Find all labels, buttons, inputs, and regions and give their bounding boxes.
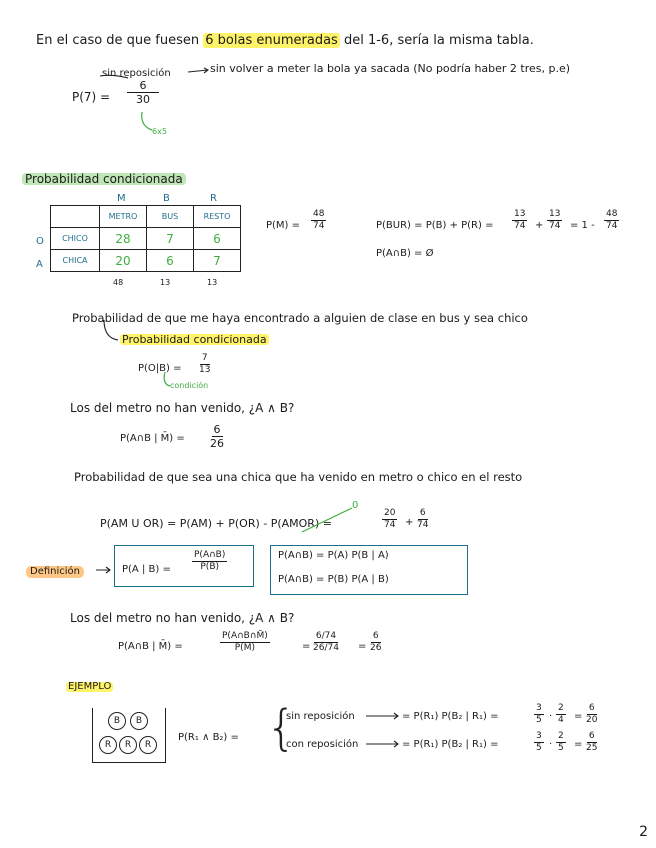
con-reposicion-formula: = P(R₁) P(B₂ | R₁) = bbox=[402, 739, 499, 750]
con-f1-den: 5 bbox=[536, 743, 542, 753]
cell-chico-resto: 6 bbox=[194, 228, 241, 250]
arrow-condicionada bbox=[104, 320, 118, 340]
q4-eq-2: = bbox=[358, 641, 367, 652]
definicion-right-1: P(A∩B) = P(A) P(B | A) bbox=[278, 550, 389, 561]
sin-dot: · bbox=[549, 711, 553, 722]
strike-amor bbox=[302, 508, 352, 532]
q1-condicion: condición bbox=[170, 381, 209, 390]
p7-lhs: P(7) = bbox=[72, 90, 111, 104]
q3-formula: P(AM U OR) = P(AM) + P(OR) - P(AMOR) = bbox=[100, 517, 332, 530]
sin-reposicion-formula: = P(R₁) P(B₂ | R₁) = bbox=[402, 711, 499, 722]
sin-eq: = bbox=[574, 711, 583, 722]
total-resto: 13 bbox=[207, 278, 218, 287]
intro-part2: del 1-6, sería la misma tabla. bbox=[343, 33, 534, 48]
q4-f3-den: 26 bbox=[370, 643, 382, 653]
ball-r: R bbox=[139, 736, 157, 754]
note-sin-reposicion: sin reposición bbox=[102, 68, 171, 79]
q4-eq-1: = bbox=[302, 641, 311, 652]
ejemplo-lhs: P(R₁ ∧ B₂) = bbox=[178, 732, 239, 743]
row-letter-a: A bbox=[36, 259, 43, 270]
pbur-lhs: P(BUR) = P(B) + P(R) = bbox=[376, 220, 494, 231]
con-f1-num: 3 bbox=[536, 731, 542, 741]
q3-f2-num: 6 bbox=[419, 508, 426, 518]
q2-num: 6 bbox=[213, 423, 221, 436]
note-6x5: 6x5 bbox=[152, 127, 167, 136]
con-f2-num: 2 bbox=[558, 731, 564, 741]
con-res-den: 25 bbox=[586, 743, 598, 753]
arrow-condicion bbox=[164, 372, 170, 386]
q1-text: Probabilidad de que me haya encontrado a alguien de clase en bus y sea chico bbox=[72, 311, 528, 325]
arrow-con bbox=[366, 741, 398, 747]
pbur-f1-den: 74 bbox=[514, 221, 526, 231]
con-res-num: 6 bbox=[588, 731, 595, 741]
col-letter-b: B bbox=[163, 193, 170, 204]
arrow-sin-reposicion bbox=[100, 75, 128, 78]
q1-den: 13 bbox=[199, 365, 211, 375]
q4-lhs: P(A∩B | M̄) = bbox=[118, 641, 183, 652]
q2-lhs: P(A∩B | M̄) = bbox=[120, 433, 185, 444]
note-sin-volver: sin volver a meter la bola ya sacada (No podría haber 2 tres, p.e) bbox=[210, 62, 571, 75]
q3-f2-den: 74 bbox=[417, 520, 429, 530]
ejemplo-label: EJEMPLO bbox=[68, 681, 112, 692]
total-bus: 13 bbox=[160, 278, 171, 287]
q1-lhs: P(O|B) = bbox=[138, 363, 182, 374]
cell-chica-metro: 20 bbox=[100, 250, 147, 272]
ball-r: R bbox=[99, 736, 117, 754]
cell-chico-bus: 7 bbox=[147, 228, 194, 250]
q4-f2-num: 6/74 bbox=[315, 631, 337, 641]
pm-den: 74 bbox=[313, 221, 325, 231]
q4-f3-num: 6 bbox=[372, 631, 379, 641]
col-letter-r: R bbox=[210, 193, 217, 204]
cell-chica-bus: 6 bbox=[147, 250, 194, 272]
p7-num: 6 bbox=[127, 80, 159, 93]
cell-chico-metro: 28 bbox=[100, 228, 147, 250]
pbur-eq: = 1 - bbox=[570, 220, 595, 231]
pbnr: P(A∩B) = Ø bbox=[376, 248, 434, 259]
sin-f2-den: 4 bbox=[558, 715, 564, 725]
definicion-den: P(B) bbox=[200, 562, 219, 572]
sin-res-num: 6 bbox=[588, 703, 595, 713]
sin-f2-num: 2 bbox=[558, 703, 564, 713]
arrow-sin bbox=[366, 713, 398, 719]
intro-highlight: 6 bolas enumeradas bbox=[205, 33, 338, 48]
q3-f1-den: 74 bbox=[384, 520, 396, 530]
definicion-lhs: P(A | B) = bbox=[122, 564, 171, 575]
pbur-f3-num: 48 bbox=[606, 209, 618, 219]
con-reposicion-label: con reposición bbox=[286, 739, 359, 750]
sin-res-den: 20 bbox=[586, 715, 598, 725]
arrow-definicion bbox=[96, 567, 110, 573]
p7-den: 30 bbox=[136, 93, 150, 106]
con-eq: = bbox=[574, 739, 583, 750]
sin-reposicion-label: sin reposición bbox=[286, 711, 355, 722]
row-label-chica: CHICA bbox=[51, 250, 100, 272]
ball-r: R bbox=[119, 736, 137, 754]
section-title-probabilidad-condicionada: Probabilidad condicionada bbox=[22, 173, 186, 185]
q4-f1-num: P(A∩B∩M̄) bbox=[222, 631, 268, 641]
q2-den: 26 bbox=[210, 437, 224, 450]
pbur-f2-den: 74 bbox=[549, 221, 561, 231]
pbur-f3-den: 74 bbox=[606, 221, 618, 231]
cell-chica-resto: 7 bbox=[194, 250, 241, 272]
con-f2-den: 5 bbox=[558, 743, 564, 753]
pm-lhs: P(M) = bbox=[266, 220, 301, 231]
q3-f1-num: 20 bbox=[384, 508, 396, 518]
q4-f2-den: 26/74 bbox=[313, 643, 339, 653]
q1-num: 7 bbox=[201, 353, 208, 363]
pbur-plus: + bbox=[535, 220, 544, 231]
ball-b: B bbox=[130, 712, 148, 730]
page-number: 2 bbox=[639, 824, 648, 840]
definicion-num: P(A∩B) bbox=[194, 550, 226, 560]
arrow-6x5 bbox=[142, 112, 152, 130]
definicion-label: Definición bbox=[26, 566, 84, 578]
col-letter-m: M bbox=[117, 193, 126, 204]
ball-b: B bbox=[108, 712, 126, 730]
total-metro: 48 bbox=[113, 278, 124, 287]
q4-text: Los del metro no han venido, ¿A ∧ B? bbox=[70, 611, 295, 625]
sin-f1-den: 5 bbox=[536, 715, 542, 725]
definicion-right-2: P(A∩B) = P(B) P(A | B) bbox=[278, 574, 389, 585]
intro-part1: En el caso de que fuesen bbox=[36, 33, 200, 48]
pbur-f1-num: 13 bbox=[514, 209, 526, 219]
sin-f1-num: 3 bbox=[536, 703, 542, 713]
row-letter-o: O bbox=[36, 236, 44, 247]
q3-plus: + bbox=[405, 517, 414, 528]
q2-text: Los del metro no han venido, ¿A ∧ B? bbox=[70, 401, 295, 415]
header-bus: BUS bbox=[147, 206, 194, 228]
row-label-chico: CHICO bbox=[51, 228, 100, 250]
curly-brace: { bbox=[266, 700, 297, 756]
q4-f1-den: P(M̄) bbox=[234, 643, 255, 653]
q3-zero: 0 bbox=[352, 500, 359, 511]
header-metro: METRO bbox=[100, 206, 147, 228]
con-dot: · bbox=[549, 739, 553, 750]
pm-num: 48 bbox=[313, 209, 325, 219]
pbur-f2-num: 13 bbox=[549, 209, 561, 219]
q1-arrow-label: Probabilidad condicionada bbox=[122, 333, 267, 346]
header-resto: RESTO bbox=[194, 206, 241, 228]
q3-text: Probabilidad de que sea una chica que ha venido en metro o chico en el resto bbox=[74, 470, 523, 484]
